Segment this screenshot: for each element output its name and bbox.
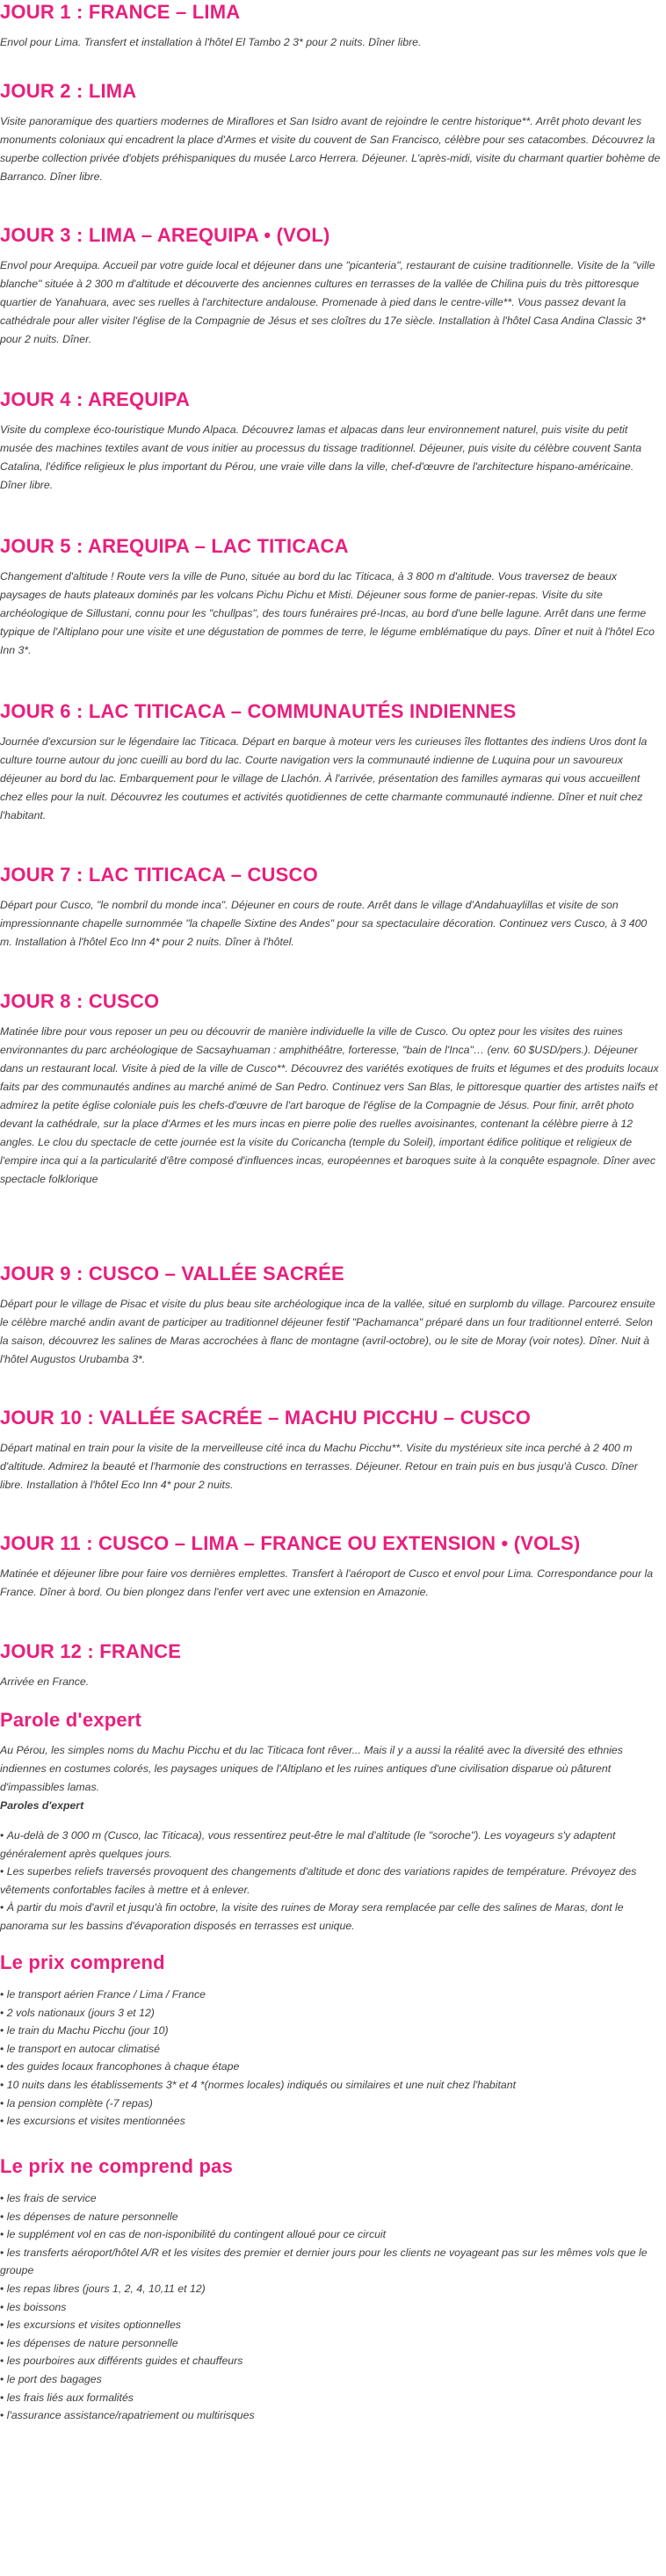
day-6-text: Journée d'excursion sur le légendaire lac Titicaca. Départ en barque à moteur vers les curieuses îles flottantes des indiens Uros dont la culture tourne autour du jonc cueilli au bord du lac. Courte navigation vers la communauté indienne de Luquina pour un savoureux déjeuner au bord du lac. Embarquement pour le village de Llachón. À l'arrivée, présentation des familles aymaras qui vous accueillent chez elles pour la nuit. Découvrez les coutumes et activités quotidiennes de cette charmante communauté indienne. Dîner et nuit chez l'habitant.: [0, 735, 648, 821]
day-7-section: [0, 863, 661, 952]
expert-section: [0, 1708, 661, 1936]
list-item: • le transport aérien France / Lima / France: [0, 1986, 661, 2004]
list-item: • les repas libres (jours 1, 2, 4, 10,11 et 12): [0, 2280, 661, 2298]
day-6-title: JOUR 6 : LAC TITICACA – COMMUNAUTÉS INDIENNES: [0, 700, 517, 722]
list-item: • le train du Machu Picchu (jour 10): [0, 2022, 661, 2040]
day-9-section: [0, 1262, 661, 1369]
expert-subtitle: Paroles d'expert: [0, 1799, 84, 1812]
expert-list: [0, 1827, 661, 1936]
day-11-text: Matinée et déjeuner libre pour faire vos dernières emplettes. Transfert à l'aéroport de Cusco et envol pour Lima. Correspondance pour la France. Dîner à bord. Ou bien plongez dans l'enfer vert avec une extension en Amazonie.: [0, 1567, 654, 1598]
list-item: • Au-delà de 3 000 m (Cusco, lac Titicaca), vous ressentirez peut-être le mal d'altitude (le "soroche"). Les voyageurs s'y adaptent généralement après quelques jours.: [0, 1827, 661, 1863]
list-item: • le supplément vol en cas de non-isponibilité du contingent alloué pour ce circuit: [0, 2225, 661, 2244]
day-4-title: JOUR 4 : AREQUIPA: [0, 388, 191, 410]
day-3-section: [0, 223, 661, 349]
day-11-title: JOUR 11 : CUSCO – LIMA – FRANCE OU EXTENSION • (VOLS): [0, 1532, 581, 1554]
list-item: • 2 vols nationaux (jours 3 et 12): [0, 2004, 661, 2022]
day-7-title: JOUR 7 : LAC TITICACA – CUSCO: [0, 864, 318, 886]
day-5-text: Changement d'altitude ! Route vers la ville de Puno, située au bord du lac Titicaca, à 3 800 m d'altitude. Vous traversez de beaux paysages de hauts plateaux dominés par les volcans Pichu Pichu et Misti. Déjeuner sous forme de panier-repas. Visite du site archéologique de Sillustani, connu pour les "chullpas", des tours funéraires pré-Incas, au bord d'une belle lagune. Arrêt dans une ferme typique de l'Altiplano pour une visite et une dégustation de pommes de terre, le légume emblématique du pays. Dîner et nuit à l'hôtel Eco Inn 3*.: [0, 570, 655, 656]
list-item: • les excursions et visites mentionnées: [0, 2112, 661, 2131]
day-8-section: [0, 989, 661, 1189]
day-9-title: JOUR 9 : CUSCO – VALLÉE SACRÉE: [0, 1263, 344, 1284]
day-2-text: Visite panoramique des quartiers modernes de Miraflores et San Isidro avant de rejoindre le centre historique**. Arrêt photo devant les monuments coloniaux qui encadrent la place d'Armes et visite du couvent de San Francisco, célèbre pour ses catacombes. Découvrez la superbe collection privée d'objets préhispaniques du musée Larco Herrera. Déjeuner. L'après-midi, visite du charmant quartier bohème de Barranco. Dîner libre.: [0, 115, 661, 183]
included-section: [0, 1950, 661, 2131]
list-item: • le transport en autocar climatisé: [0, 2040, 661, 2059]
list-item: • les dépenses de nature personnelle: [0, 2334, 661, 2353]
day-10-section: [0, 1406, 661, 1494]
list-item: • le port des bagages: [0, 2370, 661, 2389]
day-3-title: JOUR 3 : LIMA – AREQUIPA • (VOL): [0, 224, 330, 246]
day-2-title: JOUR 2 : LIMA: [0, 80, 137, 102]
list-item: • la pension complète (-7 repas): [0, 2095, 661, 2113]
day-1-title: JOUR 1 : FRANCE – LIMA: [0, 1, 241, 23]
list-item: • l'assurance assistance/rapatriement ou multirisques: [0, 2406, 661, 2425]
included-title: Le prix comprend: [0, 1951, 165, 1973]
list-item: • les excursions et visites optionnelles: [0, 2316, 661, 2334]
day-5-section: [0, 534, 661, 660]
day-2-section: [0, 79, 661, 186]
day-12-title: JOUR 12 : FRANCE: [0, 1640, 182, 1662]
day-1-text: Envol pour Lima. Transfert et installation à l'hôtel El Tambo 2 3* pour 2 nuits. Dîner libre.: [0, 36, 422, 48]
list-item: • Les superbes reliefs traversés provoquent des changements d'altitude et donc des variations rapides de température. Prévoyez des vêtements confortables faciles à mettre et à enlever.: [0, 1863, 661, 1899]
list-item: • les frais de service: [0, 2189, 661, 2208]
list-item: • les boissons: [0, 2298, 661, 2317]
expert-title: Parole d'expert: [0, 1709, 142, 1731]
list-item: • 10 nuits dans les établissements 3* et 4 *(normes locales) indiqués ou similaires et une nuit chez l'habitant: [0, 2076, 661, 2095]
day-7-text: Départ pour Cusco, "le nombril du monde inca". Déjeuner en cours de route. Arrêt dans le village d'Andahuaylillas et visite de son impressionnante chapelle surnommée "la chapelle Sixtine des Andes" pour sa spectaculaire décoration. Continuez vers Cusco, à 3 400 m. Installation à l'hôtel Eco Inn 4* pour 2 nuits. Dîner à l'hôtel.: [0, 899, 648, 948]
included-list: [0, 1986, 661, 2131]
excluded-title: Le prix ne comprend pas: [0, 2155, 234, 2177]
day-12-section: [0, 1639, 661, 1691]
day-5-title: JOUR 5 : AREQUIPA – LAC TITICACA: [0, 535, 349, 557]
list-item: • les dépenses de nature personnelle: [0, 2208, 661, 2226]
expert-intro: Au Pérou, les simples noms du Machu Picchu et du lac Titicaca font rêver... Mais il y a aussi la réalité avec la diversité des ethnies indiennes en costumes colorés, les paysages uniques de l'Altiplano et les ruines antiques d'une civilisation disparue où pâturent d'impassibles lamas.: [0, 1744, 623, 1793]
day-3-text: Envol pour Arequipa. Accueil par votre guide local et déjeuner dans une "picanteria", restaurant de cuisine traditionnelle. Visite de la "ville blanche" située à 2 300 m d'altitude et découverte des anciennes cultures en terrasses de la vallée de Chilina puis du très pittoresque quartier de Yanahuara, avec ses ruelles à l'architecture andalouse. Promenade à pied dans le centre-ville**. Vous passez devant la cathédrale pour aller visiter l'église de la Compagnie de Jésus et ses cloîtres du 17e siècle. Installation à l'hôtel Casa Andina Classic 3* pour 2 nuits. Dîner.: [0, 259, 655, 345]
list-item: • les pourboires aux différents guides et chauffeurs: [0, 2352, 661, 2370]
day-11-section: [0, 1531, 661, 1602]
day-6-section: [0, 699, 661, 825]
day-4-text: Visite du complexe éco-touristique Mundo Alpaca. Découvrez lamas et alpacas dans leur environnement naturel, puis visite du petit musée des machines textiles avant de vous initier au processus du tissage traditionnel. Déjeuner, puis visite du célèbre couvent Santa Catalina, l'édifice religieux le plus important du Pérou, une vraie ville dans la ville, chef-d'œuvre de l'architecture hispano-américaine. Dîner libre.: [0, 423, 642, 491]
day-10-title: JOUR 10 : VALLÉE SACRÉE – MACHU PICCHU – CUSCO: [0, 1407, 532, 1429]
excluded-list: [0, 2189, 661, 2425]
day-8-title: JOUR 8 : CUSCO: [0, 990, 160, 1012]
day-4-section: [0, 387, 661, 495]
list-item: • les transferts aéroport/hôtel A/R et les visites des premier et dernier jours pour les clients ne voyageant pas sur les mêmes vols que le groupe: [0, 2244, 661, 2280]
list-item: • des guides locaux francophones à chaque étape: [0, 2058, 661, 2076]
day-8-text: Matinée libre pour vous reposer un peu ou découvrir de manière individuelle la ville de Cusco. Ou optez pour les visites des ruines environnantes du parc archéologique de Sacsayhuaman : amphithéâtre, forteresse, "bain de l'Inca"… (env. 60 $USD/pers.). Déjeuner dans un restaurant local. Visite à pied de la ville de Cusco**. Découvrez des variétés exotiques de fruits et légumes et des produits locaux faits par des communautés andines au marché animé de San Pedro. Continuez vers San Blas, le pittoresque quartier des artistes naïfs et admirez la petite église coloniale puis les chefs-d'œuvre de l'art baroque de l'église de la Compagnie de Jésus. Pour finir, arrêt photo devant la cathédrale, sur la place d'Armes et les murs incas en pierre polie des ruelles avoisinantes, contenant la célèbre pierre à 12 angles. Le clou du spectacle de cette journée est la visite du Coricancha (temple du Soleil), important édifice politique et religieux de l'empire inca qui a la particularité d'être composé d'influences incas, européennes et baroques suite à la conquête espagnole. Dîner avec spectacle folklorique: [0, 1025, 659, 1185]
list-item: • À partir du mois d'avril et jusqu'à fin octobre, la visite des ruines de Moray sera remplacée par celle des salines de Maras, dont le panorama sur les bassins d'évaporation disposés en terrasses est unique.: [0, 1899, 661, 1935]
day-12-text: Arrivée en France.: [0, 1675, 90, 1688]
list-item: • les frais liés aux formalités: [0, 2389, 661, 2407]
day-10-text: Départ matinal en train pour la visite de la merveilleuse cité inca du Machu Picchu**. Visite du mystérieux site inca perché à 2 400 m d'altitude. Admirez la beauté et l'harmonie des constructions en terrasses. Déjeuner. Retour en train puis en bus jusqu'à Cusco. Dîner libre. Installation à l'hôtel Eco Inn 4* pour 2 nuits.: [0, 1442, 638, 1491]
day-9-text: Départ pour le village de Pisac et visite du plus beau site archéologique inca de la vallée, situé en surplomb du village. Parcourez ensuite le célèbre marché andin avant de participer au traditionnel déjeuner festif "Pachamanca" préparé dans un four traditionnel enterré. Selon la saison, découvrez les salines de Maras accrochées à flanc de montagne (avril-octobre), ou le site de Moray (voir notes). Dîner. Nuit à l'hôtel Augustos Urubamba 3*.: [0, 1298, 655, 1365]
day-1-section: [0, 0, 661, 52]
excluded-section: [0, 2154, 661, 2425]
